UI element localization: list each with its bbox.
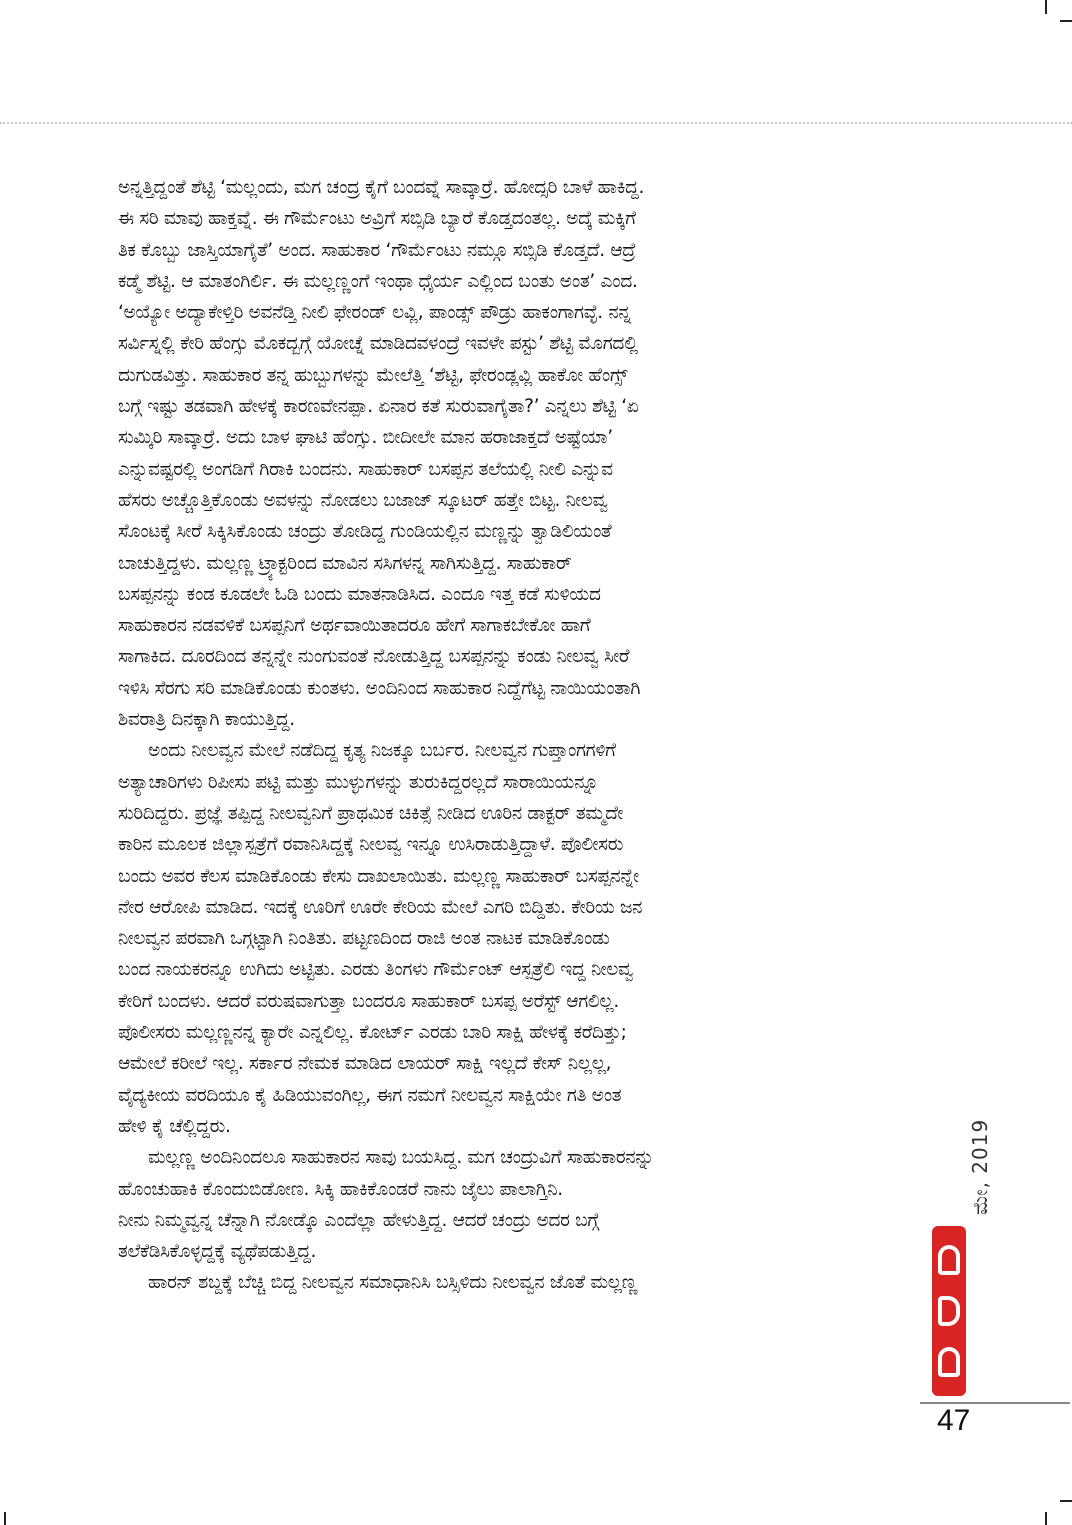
issue-date: ಮೇ, 2019 — [968, 1118, 992, 1215]
text-line: ನೀನು ನಿಮ್ಮವ್ವನ್ನ ಚೆನ್ನಾಗಿ ನೋಡ್ಕೊ ಎಂದೆಲ್ಲಾ ಹೇಳುತ್ತಿದ್ದ. ಆದರೆ ಚಂದ್ರು ಅದರ ಬಗ್ಗೆ — [118, 1209, 599, 1231]
logo-glyph-2 — [938, 1296, 960, 1326]
magazine-logo — [932, 1226, 966, 1396]
text-line: ಅಂದು ನೀಲವ್ವನ ಮೇಲೆ ನಡೆದಿದ್ದ ಕೃತ್ಯ ನಿಜಕ್ಕೂ ಬರ್ಬರ. ನೀಲವ್ವನ ಗುಪ್ತಾಂಗಗಳಿಗೆ — [148, 740, 616, 762]
text-line: ಕಾರಿನ ಮೂಲಕ ಜಿಲ್ಲಾಸ್ಪತ್ರೆಗೆ ರವಾನಿಸಿದ್ದಕ್ಕೆ ನೀಲವ್ವ ಇನ್ನೂ ಉಸಿರಾಡುತ್ತಿದ್ದಾಳೆ. ಪೊಲೀಸರು — [118, 834, 624, 856]
text-line: ಹೆಸರು ಅಚ್ಚೊತ್ತಿಕೊಂಡು ಅವಳನ್ನು ನೋಡಲು ಬಜಾಜ್ ಸ್ಕೂಟರ್ ಹತ್ತೇ ಬಿಟ್ಟ. ನೀಲವ್ವ — [118, 489, 608, 511]
text-line: ಅತ್ಯಾಚಾರಿಗಳು ರಿಪೀಸು ಪಟ್ಟಿ ಮತ್ತು ಮುಳ್ಳುಗಳನ್ನು ತುರುಕಿದ್ದರಲ್ಲದೆ ಸಾರಾಯಿಯನ್ನೂ — [118, 771, 599, 793]
text-line: ತಿಕ ಕೊಬ್ಬು ಜಾಸ್ತಿಯಾಗೈತೆ’ ಅಂದ. ಸಾಹುಕಾರ ‘ಗೌರ್ಮೆಂಟು ನಮ್ಗೂ ಸಬ್ಸಿಡಿ ಕೊಡ್ತದೆ. ಆದ್ರೆ — [118, 239, 636, 261]
header-dotted-rule — [0, 122, 1072, 124]
page-number: 47 — [937, 1404, 971, 1437]
text-line: ಸುರಿದಿದ್ದರು. ಪ್ರಜ್ಞೆ ತಪ್ಪಿದ್ದ ನೀಲವ್ವನಿಗೆ ಪ್ರಾಥಮಿಕ ಚಿಕಿತ್ಸೆ ನೀಡಿದ ಊರಿನ ಡಾಕ್ಟರ್ ತಮ್ಮದೇ — [118, 802, 623, 824]
logo-glyph-3 — [938, 1347, 960, 1377]
crop-mark-bottom-left — [4, 1512, 6, 1525]
text-line: ವೈದ್ಯಕೀಯ ವರದಿಯೂ ಕೈ ಹಿಡಿಯುವಂಗಿಲ್ಲ, ಈಗ ನಮಗೆ ನೀಲವ್ವನ ಸಾಕ್ಷಿಯೇ ಗತಿ ಅಂತ — [118, 1084, 622, 1106]
text-line: ಹೊಂಚುಹಾಕಿ ಕೊಂದುಬಿಡೋಣ. ಸಿಕ್ಕಿ ಹಾಕಿಕೊಂಡರೆ ನಾನು ಜೈಲು ಪಾಲಾಗ್ತಿನಿ. — [118, 1178, 563, 1200]
text-line: ಶಿವರಾತ್ರಿ ದಿನಕ್ಕಾಗಿ ಕಾಯುತ್ತಿದ್ದ. — [118, 709, 295, 731]
text-line: ಬಗ್ಗೆ ಇಷ್ಟು ತಡವಾಗಿ ಹೇಳಕ್ಕೆ ಕಾರಣವೇನಪ್ಪಾ. ಏನಾರ ಕತೆ ಸುರುವಾಗೈತಾ?’ ಎನ್ನಲು ಶೆಟ್ಟಿ ‘ಏ — [118, 396, 639, 418]
article-body — [118, 172, 908, 1299]
text-line: ದುಗುಡವಿತ್ತು. ಸಾಹುಕಾರ ತನ್ನ ಹುಬ್ಬುಗಳನ್ನು ಮೇಲೆತ್ತಿ ‘ಶೆಟ್ಟಿ, ಫೇರಂಡ್ಲವ್ಲಿ ಹಾಕೋ ಹೆಂಗ್ಸ್ — [118, 364, 628, 386]
text-line: ಸುಮ್ಕಿರಿ ಸಾವ್ಕಾರ್ರೆ. ಅದು ಬಾಳ ಘಾಟಿ ಹೆಂಗ್ಸು. ಬೀದೀಲೇ ಮಾನ ಹರಾಜಾಕ್ತದೆ ಅಷ್ಟೆಯಾ’ — [118, 427, 613, 449]
text-line: ತಲೆಕೆಡಿಸಿಕೊಳ್ಳದ್ದಕ್ಕೆ ವ್ಯಥೆಪಡುತ್ತಿದ್ದ. — [118, 1241, 317, 1263]
text-line: ಈ ಸರಿ ಮಾವು ಹಾಕ್ತವ್ನೆ. ಈ ಗೌರ್ಮೆಂಟು ಅವ್ರಿಗೆ ಸಬ್ಸಿಡಿ ಬ್ಯಾರೆ ಕೊಡ್ತದಂತಲ್ಲ. ಅದ್ಕೆ ಮಕ್ಕಿಗೆ — [118, 208, 636, 230]
text-line: ಸರ್ವಿಸ್ನಲ್ಲಿ ಕೇರಿ ಹೆಂಗ್ಸು ಮೊಕದ್ಬಗ್ಗೆ ಯೋಚ್ನೆ ಮಾಡಿದವಳಂದ್ರೆ ಇವಳೇ ಪಸ್ಟು’ ಶೆಟ್ಟಿ ಮೊಗದಲ್ಲಿ — [118, 333, 638, 355]
text-line: ಸಾಹುಕಾರನ ನಡವಳಿಕೆ ಬಸಪ್ಪನಿಗೆ ಅರ್ಥವಾಯಿತಾದರೂ ಹೇಗೆ ಸಾಗಾಕಬೇಕೋ ಹಾಗೆ — [118, 615, 591, 637]
text-line: ಪೊಲೀಸರು ಮಲ್ಲಣ್ಣನನ್ನ ಕ್ಯಾರೇ ಎನ್ನಲಿಲ್ಲ. ಕೋರ್ಟ್ ಎರಡು ಬಾರಿ ಸಾಕ್ಷಿ ಹೇಳಕ್ಕೆ ಕರೆದಿತ್ತು; — [118, 1022, 627, 1044]
text-line: ಬಾಚುತ್ತಿದ್ದಳು. ಮಲ್ಲಣ್ಣ ಟ್ರ್ಯಾಕ್ಟರಿಂದ ಮಾವಿನ ಸಸಿಗಳನ್ನ ಸಾಗಿಸುತ್ತಿದ್ದ. ಸಾಹುಕಾರ್ — [118, 552, 572, 574]
crop-mark-right-bottom — [1060, 1500, 1072, 1502]
text-line: ನೀಲವ್ವನ ಪರವಾಗಿ ಒಗ್ಗಟ್ಟಾಗಿ ನಿಂತಿತು. ಪಟ್ಟಣದಿಂದ ರಾಜಿ ಅಂತ ನಾಟಕ ಮಾಡಿಕೊಂಡು — [118, 928, 610, 950]
text-line: ಆಮೇಲೆ ಕರೀಲೆ ಇಲ್ಲ. ಸರ್ಕಾರ ನೇಮಕ ಮಾಡಿದ ಲಾಯರ್ ಸಾಕ್ಷಿ ಇಲ್ಲದೆ ಕೇಸ್ ನಿಲ್ಲಲ್ಲ, — [118, 1053, 612, 1075]
text-line: ಬಂದ ನಾಯಕರನ್ನೂ ಉಗಿದು ಅಟ್ಟಿತು. ಎರಡು ತಿಂಗಳು ಗೌರ್ಮೆಂಟ್ ಆಸ್ಪತ್ರೆಲಿ ಇದ್ದ ನೀಲವ್ವ — [118, 959, 633, 981]
text-line: ಹೇಳಿ ಕೈ ಚೆಲ್ಲಿದ್ದರು. — [118, 1115, 231, 1137]
text-line: ಕೇರಿಗೆ ಬಂದಳು. ಆದರೆ ವರುಷವಾಗುತ್ತಾ ಬಂದರೂ ಸಾಹುಕಾರ್ ಬಸಪ್ಪ ಅರೆಸ್ಟ್ ಆಗಲಿಲ್ಲ. — [118, 990, 619, 1012]
text-line: ಎನ್ನುವಷ್ಟರಲ್ಲಿ ಅಂಗಡಿಗೆ ಗಿರಾಕಿ ಬಂದನು. ಸಾಹುಕಾರ್ ಬಸಪ್ಪನ ತಲೆಯಲ್ಲಿ ನೀಲಿ ಎನ್ನುವ — [118, 458, 613, 480]
crop-mark-top-right — [1045, 0, 1047, 14]
text-line: ಇಳಿಸಿ ಸೆರಗು ಸರಿ ಮಾಡಿಕೊಂಡು ಕುಂತಳು. ಅಂದಿನಿಂದ ಸಾಹುಕಾರ ನಿದ್ದೆಗೆಟ್ಟ ನಾಯಿಯಂತಾಗಿ — [118, 677, 641, 699]
text-line: ಅನ್ನತ್ತಿದ್ದಂತೆ ಶೆಟ್ಟಿ ‘ಮಲ್ಲಂದು, ಮಗ ಚಂದ್ರ ಕೈಗೆ ಬಂದವ್ನೆ ಸಾವ್ಕಾರ್ರೆ. ಹೋದ್ಸರಿ ಬಾಳೆ ಹಾಕಿದ್ದ. — [118, 177, 645, 198]
crop-mark-right-top — [1060, 20, 1072, 22]
text-line: ಬಸಪ್ಪನನ್ನು ಕಂಡ ಕೂಡಲೇ ಓಡಿ ಬಂದು ಮಾತನಾಡಿಸಿದ. ಎಂದೂ ಇತ್ತ ಕಡೆ ಸುಳಿಯದ — [118, 583, 601, 605]
text-line: ಮಲ್ಲಣ್ಣ ಅಂದಿನಿಂದಲೂ ಸಾಹುಕಾರನ ಸಾವು ಬಯಸಿದ್ದ. ಮಗ ಚಂದ್ರುವಿಗೆ ಸಾಹುಕಾರನನ್ನು — [148, 1147, 654, 1169]
text-line: ‘ಅಯ್ಯೋ ಅದ್ಯಾಕೇಳ್ತಿರಿ ಅವನೆಡ್ತಿ ನೀಲಿ ಫೇರಂಡ್ ಲವ್ಲಿ, ಪಾಂಡ್ಸ್ ಪೌಡ್ರು ಹಾಕಂಗಾಗವ್ಳೆ. ನನ್ನ — [118, 302, 631, 324]
text-line: ಸಾಗಾಕಿದ. ದೂರದಿಂದ ತನ್ನನ್ನೇ ನುಂಗುವಂತೆ ನೋಡುತ್ತಿದ್ದ ಬಸಪ್ಪನನ್ನು ಕಂಡು ನೀಲವ್ವ ಸೀರೆ — [118, 646, 630, 668]
logo-glyph-1 — [938, 1245, 960, 1275]
crop-mark-bottom-right — [1045, 1512, 1047, 1525]
text-line: ಹಾರನ್ ಶಬ್ದಕ್ಕೆ ಬೆಚ್ಚಿ ಬಿದ್ದ ನೀಲವ್ವನ ಸಮಾಧಾನಿಸಿ ಬಸ್ಸಿಳಿದು ನೀಲವ್ವನ ಜೊತೆ ಮಲ್ಲಣ್ಣ — [148, 1272, 638, 1294]
text-line: ನೇರ ಆರೋಪಿ ಮಾಡಿದ. ಇದಕ್ಕೆ ಊರಿಗೆ ಊರೇ ಕೇರಿಯ ಮೇಲೆ ಎಗರಿ ಬಿದ್ದಿತು. ಕೇರಿಯ ಜನ — [118, 896, 643, 918]
text-line: ಬಂದು ಅವರ ಕೆಲಸ ಮಾಡಿಕೊಂಡು ಕೇಸು ದಾಖಲಾಯಿತು. ಮಲ್ಲಣ್ಣ ಸಾಹುಕಾರ್ ಬಸಪ್ಪನನ್ನೇ — [118, 865, 639, 887]
text-line: ಸೊಂಟಕ್ಕೆ ಸೀರೆ ಸಿಕ್ಕಿಸಿಕೊಂಡು ಚಂದ್ರು ತೋಡಿದ್ದ ಗುಂಡಿಯಲ್ಲಿನ ಮಣ್ಣನ್ನು ತ್ವಾಡಿಲಿಯಂತೆ — [118, 521, 612, 543]
text-line: ಕಡ್ಮೆ ಶೆಟ್ಟಿ. ಆ ಮಾತಂಗಿರ್ಲಿ. ಈ ಮಲ್ಲಣ್ಣಂಗೆ ಇಂಥಾ ಧೈರ್ಯ ಎಲ್ಲಿಂದ ಬಂತು ಅಂತ’ ಎಂದ. — [118, 270, 638, 292]
